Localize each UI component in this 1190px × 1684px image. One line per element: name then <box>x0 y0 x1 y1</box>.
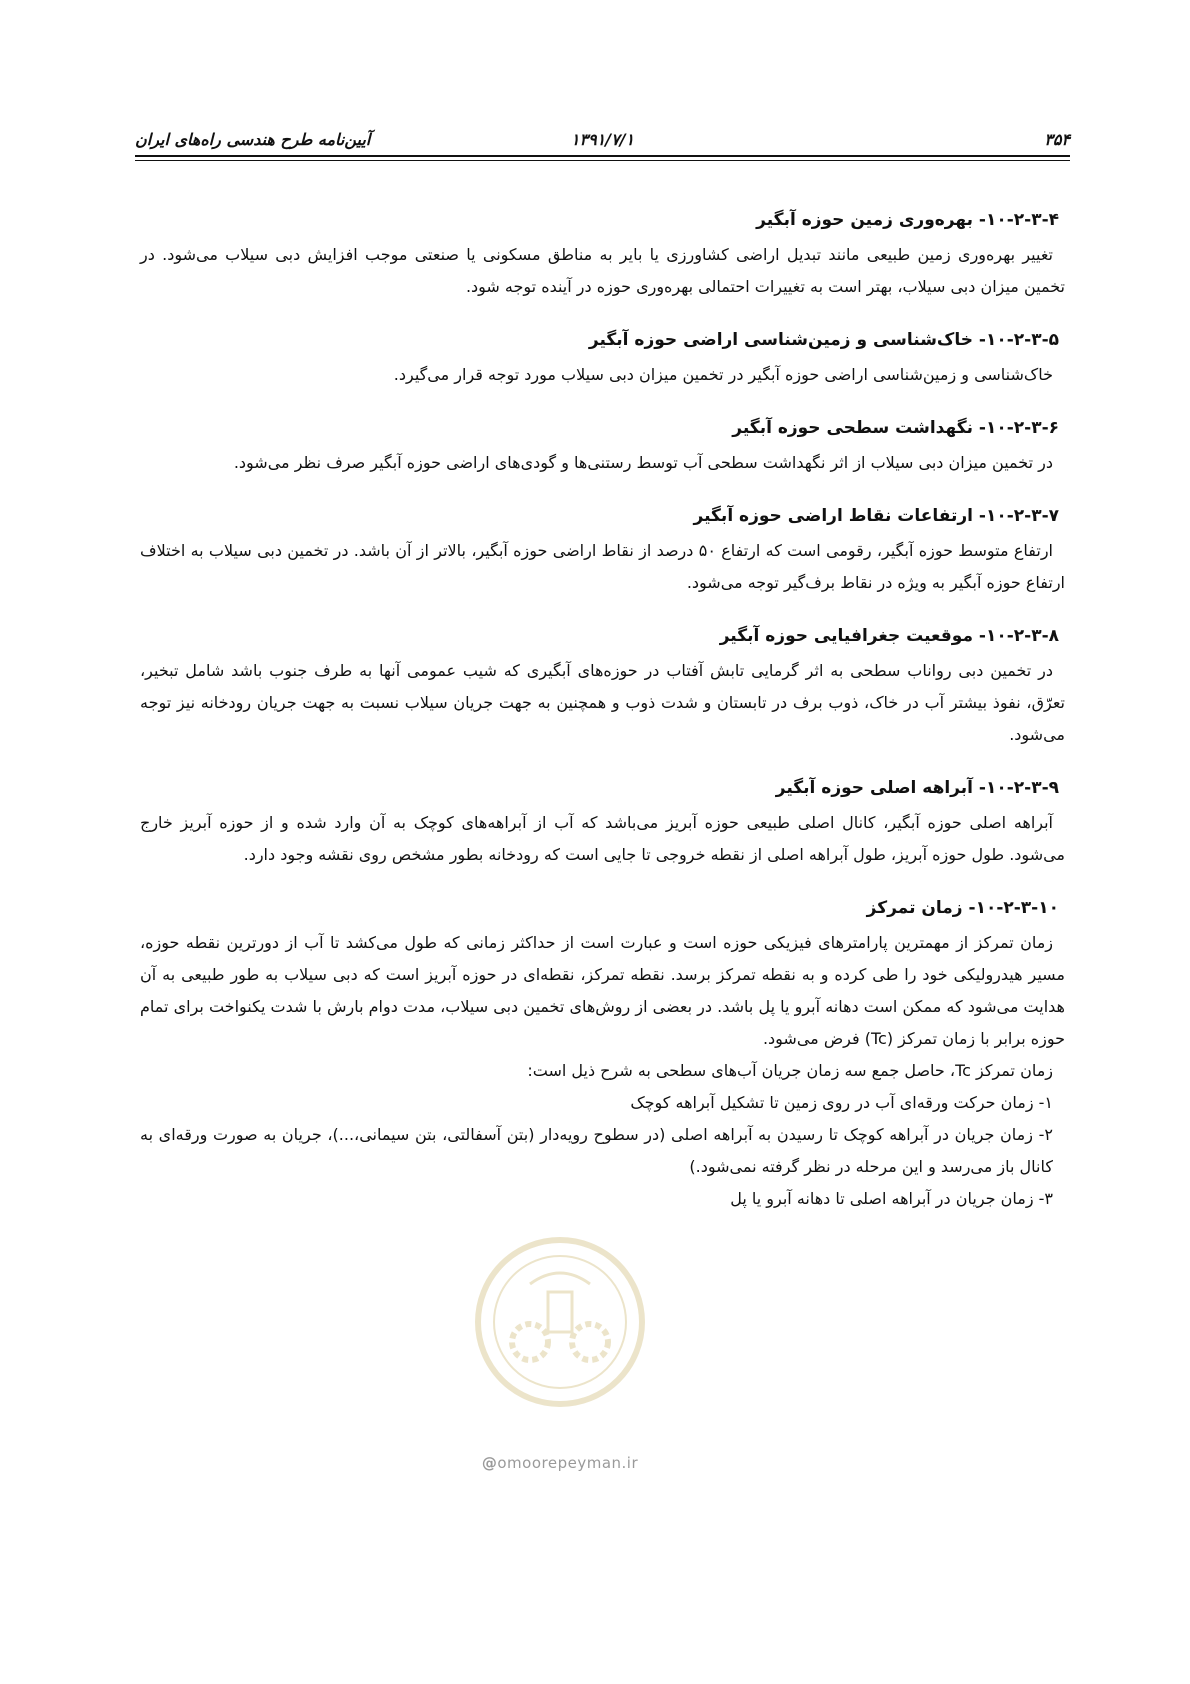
section-heading: ۱۰-۲-۳-۷- ارتفاعات نقاط اراضی حوزه آبگیر <box>693 506 1059 526</box>
list-item: ۱- زمان حرکت ورقه‌ای آب در روی زمین تا تشکیل آبراهه کوچک <box>630 1093 1053 1112</box>
page-header <box>135 122 1070 162</box>
list-item: ۲- زمان جریان در آبراهه کوچک تا رسیدن به آبراهه اصلی (در سطوح رویه‌دار (بتن آسفالتی، بتن سیمانی،...)، جریان به صورت ورقه‌ای به کانال باز می‌رسد و این مرحله در نظر گرفته نمی‌شود.) <box>140 1125 1053 1176</box>
section-main-channel <box>140 773 1065 871</box>
section-heading: ۱۰-۲-۳-۵- خاک‌شناسی و زمین‌شناسی اراضی حوزه آبگیر <box>588 330 1059 350</box>
section-paragraph: تغییر بهره‌وری زمین طبیعی مانند تبدیل اراضی کشاورزی یا بایر به مناطق مسکونی یا صنعتی موجب افزایش دبی سیلاب می‌شود. در تخمین میزان دبی سیلاب، بهتر است به تغییرات احتمالی بهره‌وری حوزه در آینده توجه شود. <box>140 245 1065 296</box>
section-soil-geology <box>140 325 1065 391</box>
section-land-use <box>140 205 1065 303</box>
watermark-site-text: omoorepeyman.ir <box>497 1454 639 1472</box>
header-rule <box>135 155 1070 157</box>
section-paragraph: در تخمین دبی رواناب سطحی به اثر گرمایی تابش آفتاب در حوزه‌های آبگیری که شیب عمومی آنها به طرف جنوب باشد شامل تبخیر، تعرّق، نفوذ بیشتر آب در خاک، ذوب برف در تابستان و شدت ذوب و همچنین به جهت جریان سیلاب نسبت به جهت جریان رودخانه نیز توجه می‌شود. <box>140 661 1065 744</box>
section-paragraph: خاک‌شناسی و زمین‌شناسی اراضی حوزه آبگیر در تخمین میزان دبی سیلاب مورد توجه قرار می‌گیرد. <box>393 365 1053 384</box>
section-heading: ۱۰-۲-۳-۶- نگهداشت سطحی حوزه آبگیر <box>732 418 1059 438</box>
page-number: ۳۵۴ <box>1044 130 1070 149</box>
book-title: آیین‌نامه طرح هندسی راه‌های ایران <box>135 130 371 149</box>
section-surface-retention <box>140 413 1065 479</box>
section-geographic-position <box>140 621 1065 751</box>
section-paragraph: در تخمین میزان دبی سیلاب از اثر نگهداشت سطحی آب توسط رستنی‌ها و گودی‌های اراضی حوزه آبگیر صرف نظر می‌شود. <box>233 453 1053 472</box>
section-heading: ۱۰-۲-۳-۹- آبراهه اصلی حوزه آبگیر <box>775 778 1059 798</box>
watermark-site <box>470 1454 650 1472</box>
section-elevations <box>140 501 1065 599</box>
list-item: ۳- زمان جریان در آبراهه اصلی تا دهانه آبرو یا پل <box>730 1189 1053 1208</box>
section-heading: ۱۰-۲-۳-۴- بهره‌وری زمین حوزه آبگیر <box>756 210 1059 230</box>
page-body <box>140 205 1065 1237</box>
section-heading: ۱۰-۲-۳-۱۰- زمان تمرکز <box>866 898 1059 918</box>
at-icon: @ <box>481 1454 498 1472</box>
list-intro: زمان تمرکز Tc، حاصل جمع سه زمان جریان آب‌های سطحی به شرح ذیل است: <box>527 1061 1053 1080</box>
header-date: ۱۳۹۱/۷/۱ <box>570 130 635 149</box>
section-paragraph: ارتفاع متوسط حوزه آبگیر، رقومی است که ارتفاع ۵۰ درصد از نقاط اراضی حوزه آبگیر، بالاتر از آن باشد. در تخمین دبی سیلاب به اختلاف ارتفاع حوزه آبگیر به ویژه در نقاط برف‌گیر توجه می‌شود. <box>140 541 1065 592</box>
section-paragraph: آبراهه اصلی حوزه آبگیر، کانال اصلی طبیعی حوزه آبریز می‌باشد که آب از آبراهه‌های کوچک به آن وارد شده و از حوزه آبریز خارج می‌شود. طول حوزه آبریز، طول آبراهه اصلی از نقطه خروجی تا جایی است که رودخانه بطور مشخص روی نقشه وجود دارد. <box>140 813 1065 864</box>
section-time-of-concentration <box>140 893 1065 1215</box>
section-paragraph: زمان تمرکز از مهمترین پارامترهای فیزیکی حوزه است و عبارت است از حداکثر زمانی که طول می‌کشد تا آب از دورترین نقطه حوزه، مسیر هیدرولیکی خود را طی کرده و به نقطه تمرکز برسد. نقطه تمرکز، نقطه‌ای در حوزه آبریز است که دبی سیلاب به طور طبیعی به آن هدایت می‌شود که ممکن است دهانه آبرو یا پل باشد. در بعضی از روش‌های تخمین دبی سیلاب، مدت دوام بارش با شدت یکنواخت برای تمام حوزه برابر با زمان تمرکز (Tc) فرض می‌شود. <box>140 933 1065 1048</box>
header-rule-thin <box>135 160 1070 161</box>
watermark-logo <box>470 1232 650 1412</box>
section-heading: ۱۰-۲-۳-۸- موقعیت جغرافیایی حوزه آبگیر <box>719 626 1059 646</box>
